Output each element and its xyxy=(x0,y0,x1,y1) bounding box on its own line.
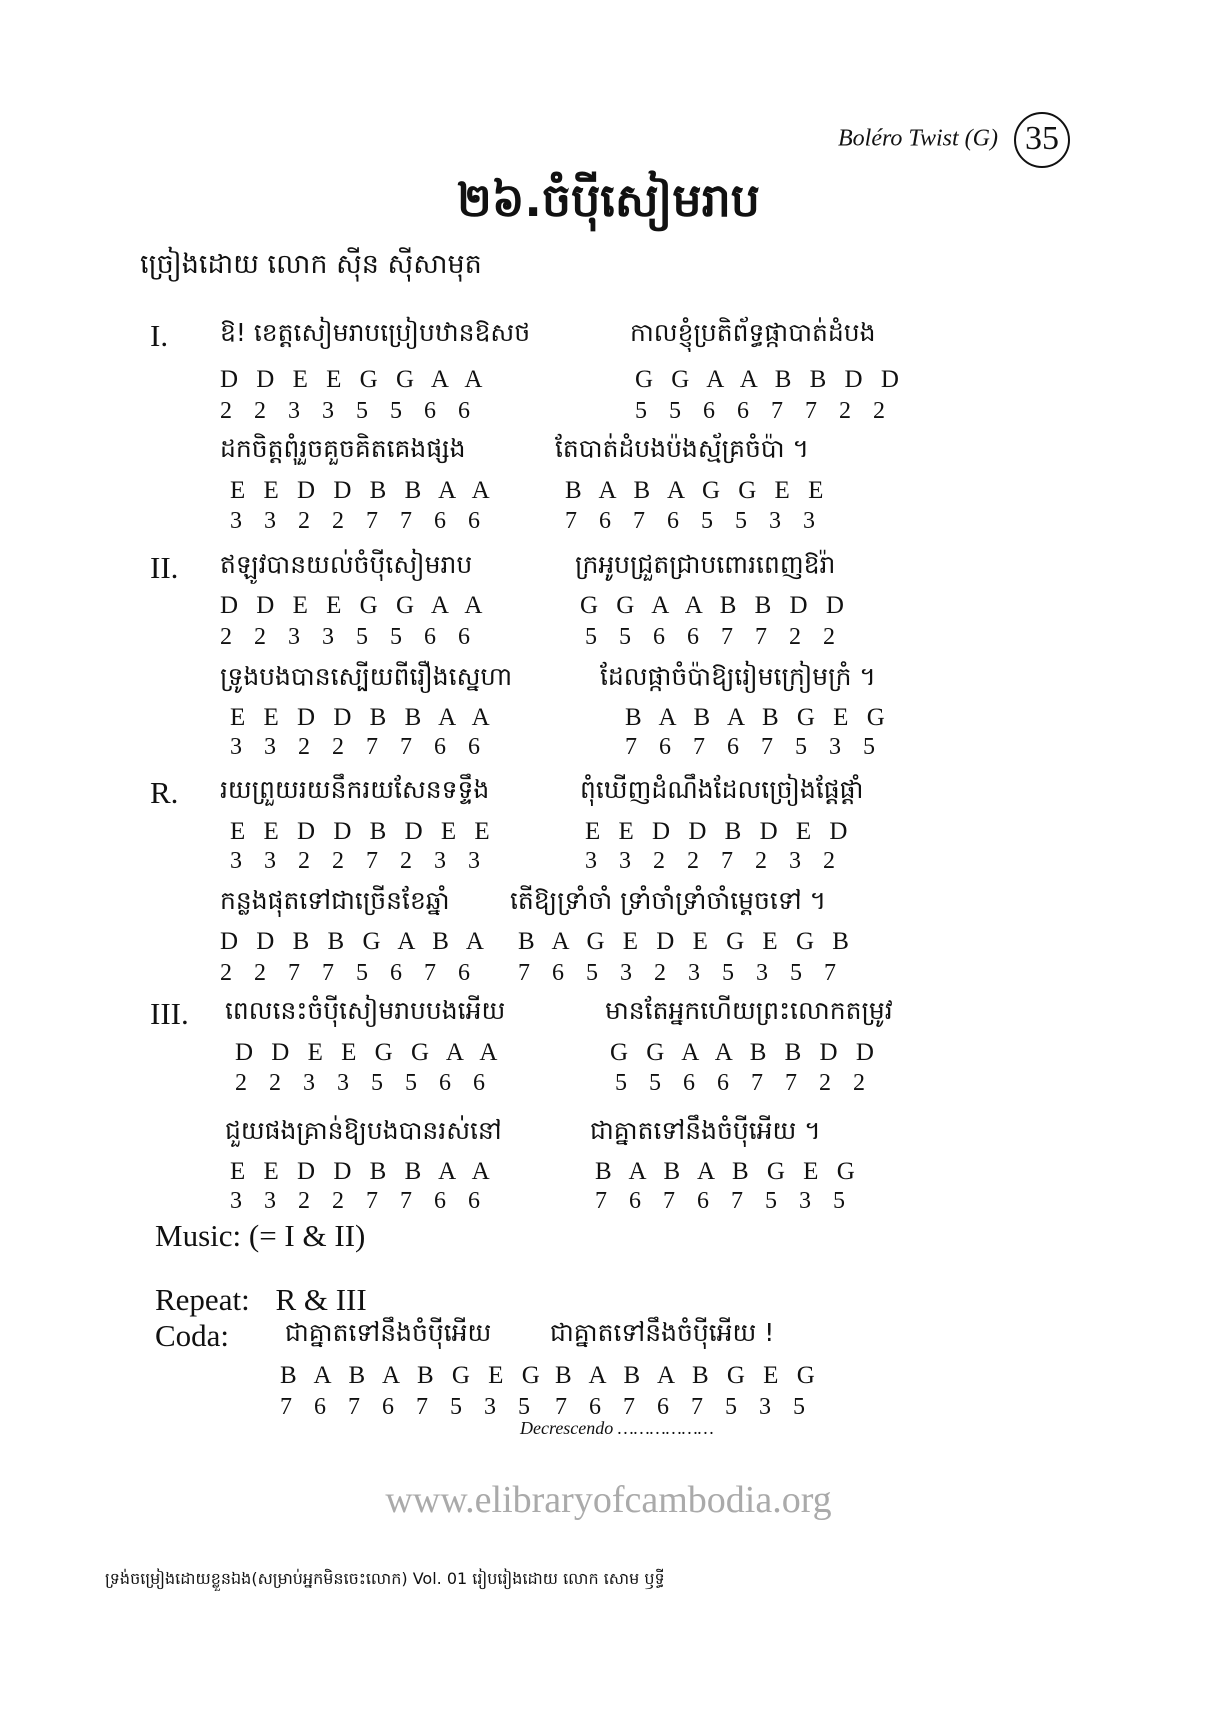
number-line: 3 3 2 2 7 2 3 2 xyxy=(585,848,843,874)
number-line: 2 2 3 3 5 5 6 6 xyxy=(235,1070,493,1096)
decrescendo-mark: Decrescendo ……………… xyxy=(520,1418,714,1438)
lyric-line: តែបាត់ដំបងប៉ងស្ម័គ្រចំប៉ា ។ xyxy=(555,434,810,463)
lyric-line: ទ្រូងបងបានស្បើយពីរឿងស្នេហា xyxy=(220,662,513,691)
lyric-line: ជាគ្នាតទៅនឹងចំប៉ីអើយ ! xyxy=(550,1318,775,1347)
verse-label: III. xyxy=(150,996,189,1031)
number-line: 7 6 7 6 5 5 3 3 xyxy=(565,508,823,534)
number-line: 2 2 7 7 5 6 7 6 xyxy=(220,960,478,986)
lyric-line: ឥឡូវបានយល់ចំប៉ីសៀមរាប xyxy=(220,550,473,579)
repeat-label: Repeat: xyxy=(155,1282,250,1317)
chord-line: E E D D B B A A xyxy=(230,477,496,504)
chord-line: D D E E G G A A xyxy=(220,366,489,393)
chord-line: G G A A B B D D xyxy=(635,366,905,393)
song-title: ២៦.ចំប៉ីសៀមរាប xyxy=(457,173,760,227)
verse-label: I. xyxy=(150,318,169,353)
lyric-line: ពុំឃើញដំណឹងដែលច្រៀងផ្ដែផ្ដាំ xyxy=(580,775,864,804)
lyric-line: ពេលនេះចំប៉ីសៀមរាបបងអើយ xyxy=(225,996,506,1025)
number-line: 2 2 3 3 5 5 6 6 xyxy=(220,398,478,424)
lyric-line: ឱ! ខេត្តសៀមរាបប្រៀបឋានឱសថ xyxy=(220,318,531,347)
watermark: www.elibraryofcambodia.org xyxy=(385,1479,832,1521)
number-line: 7 6 7 6 7 5 3 5 xyxy=(625,734,883,760)
chord-line: E E D D B B A A xyxy=(230,1158,496,1185)
music-note xyxy=(155,1218,365,1254)
number-line: 3 3 2 2 7 7 6 6 xyxy=(230,734,488,760)
page-header xyxy=(838,112,1070,168)
chord-line: G G A A B B D D xyxy=(610,1039,880,1066)
number-line: 5 5 6 6 7 7 2 2 xyxy=(585,624,843,650)
lyric-line: កាលខ្ញុំប្រតិព័ទ្ធផ្កាបាត់ដំបង xyxy=(630,318,876,347)
lyric-line: ជាគ្នាតទៅនឹងចំប៉ីអើយ xyxy=(285,1318,492,1347)
number-line: 7 6 7 6 7 5 3 5 xyxy=(595,1188,853,1214)
number-line: 5 5 6 6 7 7 2 2 xyxy=(635,398,893,424)
chord-line: B A B A G G E E xyxy=(565,477,830,504)
song-style: Boléro Twist (G) xyxy=(838,125,998,152)
chord-line: D D B B G A B A xyxy=(220,928,490,955)
verse-label: R. xyxy=(150,775,179,810)
chord-line: B A G E D E G E G B xyxy=(518,928,855,955)
verse-label: II. xyxy=(150,550,179,585)
chord-line: E E D D B D E D xyxy=(585,818,854,845)
lyric-line: ដកចិត្តពុំរួចគួចគិតគេងផ្សង xyxy=(220,434,466,463)
lyric-line: ជួយផងគ្រាន់ឱ្យបងបានរស់នៅ xyxy=(225,1116,502,1145)
repeat-note xyxy=(155,1282,367,1318)
number-line: 2 2 3 3 5 5 6 6 xyxy=(220,624,478,650)
book-footer: ទ្រង់ចម្រៀងដោយខ្លួនឯង(សម្រាប់អ្នកមិនចេះលោក) Vol. 01 រៀបរៀងដោយ លោក សោម ឫទ្ធី xyxy=(105,1569,665,1588)
chord-line: B A B A B G E G xyxy=(595,1158,861,1185)
chord-line: D D E E G G A A xyxy=(220,592,489,619)
page-number: 35 xyxy=(1014,112,1070,168)
number-line: 7 6 7 6 7 5 3 5 xyxy=(555,1394,813,1420)
number-line: 3 3 2 2 7 2 3 3 xyxy=(230,848,488,874)
number-line: 5 5 6 6 7 7 2 2 xyxy=(615,1070,873,1096)
chord-line: B A B A B G E G xyxy=(555,1362,821,1389)
music-label: Music: xyxy=(155,1218,242,1253)
singer-credit: ច្រៀងដោយ លោក ស៊ីន ស៊ីសាមុត xyxy=(140,249,482,280)
chord-line: B A B A B G E G xyxy=(625,704,891,731)
coda-label: Coda: xyxy=(155,1318,230,1353)
chord-line: G G A A B B D D xyxy=(580,592,850,619)
lyric-line: ដែលផ្កាចំប៉ាឱ្យរៀមក្រៀមក្រំ ។ xyxy=(600,662,876,691)
repeat-value: R & III xyxy=(275,1282,367,1317)
number-line: 7 6 5 3 2 3 5 3 5 7 xyxy=(518,960,844,986)
chord-line: B A B A B G E G xyxy=(280,1362,546,1389)
chord-line: E E D D B D E E xyxy=(230,818,496,845)
chord-line: D D E E G G A A xyxy=(235,1039,504,1066)
lyric-line: មានតែអ្នកហើយព្រះលោកតម្រូវ xyxy=(605,996,893,1025)
lyric-line: រយព្រួយរយនឹករយសែនទទ្ទឹង xyxy=(220,775,490,804)
number-line: 7 6 7 6 7 5 3 5 xyxy=(280,1394,538,1420)
number-line: 3 3 2 2 7 7 6 6 xyxy=(230,508,488,534)
lyric-line: តើឱ្យទ្រាំចាំ ទ្រាំចាំទ្រាំចាំម្ដេចទៅ ។ xyxy=(510,886,827,915)
lyric-line: កន្លងផុតទៅជាច្រើនខែឆ្នាំ xyxy=(220,886,450,915)
lyric-line: ក្រអូបជ្រួតជ្រាបពោរពេញឱរ៉ា xyxy=(575,550,836,579)
number-line: 3 3 2 2 7 7 6 6 xyxy=(230,1188,488,1214)
chord-line: E E D D B B A A xyxy=(230,704,496,731)
lyric-line: ជាគ្នាតទៅនឹងចំប៉ីអើយ ។ xyxy=(590,1116,821,1145)
music-value: (= I & II) xyxy=(248,1218,366,1253)
